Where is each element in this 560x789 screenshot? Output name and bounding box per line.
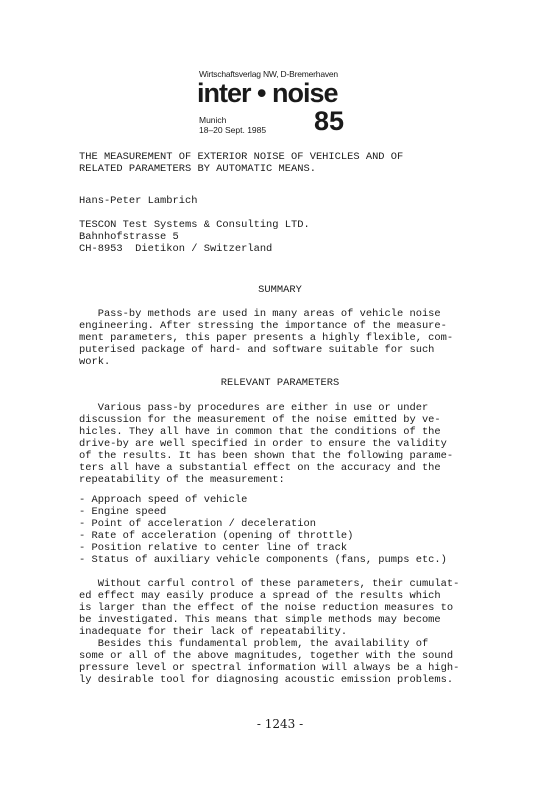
title-line: THE MEASUREMENT OF EXTERIOR NOISE OF VEHICLES AND OF bbox=[79, 151, 404, 163]
body-line: ed effect may easily produce a spread of the results which bbox=[79, 590, 441, 602]
affiliation-line: CH-8953 Dietikon / Switzerland bbox=[79, 243, 273, 255]
list-item: - Status of auxiliary vehicle components (fans, pumps etc.) bbox=[79, 554, 447, 566]
body-line: of the results. It has been shown that the following parame- bbox=[79, 450, 454, 462]
author-name: Hans-Peter Lambrich bbox=[79, 195, 198, 207]
publisher-line: Wirtschaftsverlag NW, D-Bremerhaven bbox=[199, 69, 338, 79]
body-line: Besides this fundamental problem, the availability of bbox=[79, 638, 429, 650]
conference-city: Munich bbox=[199, 115, 227, 125]
body-line: discussion for the measurement of the noise emitted by ve- bbox=[79, 414, 441, 426]
body-line: repeatability of the measurement: bbox=[79, 474, 285, 486]
body-line: pressure level or spectral information will always be a high- bbox=[79, 662, 460, 674]
body-line: ly desirable tool for diagnosing acoustic emission problems. bbox=[79, 674, 454, 686]
list-item: - Engine speed bbox=[79, 506, 167, 518]
body-line: is larger than the effect of the noise reduction measures to bbox=[79, 602, 454, 614]
affiliation-line: TESCON Test Systems & Consulting LTD. bbox=[79, 219, 310, 231]
body-line: some or all of the above magnitudes, together with the sound bbox=[79, 650, 454, 662]
summary-line: Pass-by methods are used in many areas of vehicle noise bbox=[79, 308, 441, 320]
summary-line: engineering. After stressing the importance of the measure- bbox=[79, 320, 447, 332]
body-line: inadequate for their lack of repeatability. bbox=[79, 626, 348, 638]
body-line: Various pass-by procedures are either in use or under bbox=[79, 402, 429, 414]
body-line: drive-by are well specified in order to ensure the validity bbox=[79, 438, 447, 450]
summary-heading: SUMMARY bbox=[258, 284, 302, 296]
inter-noise-logo: inter • noise bbox=[197, 78, 338, 108]
list-item: - Position relative to center line of track bbox=[79, 542, 348, 554]
summary-line: ment parameters, this paper presents a highly flexible, com- bbox=[79, 332, 454, 344]
affiliation-line: Bahnhofstrasse 5 bbox=[79, 231, 179, 243]
summary-line: work. bbox=[79, 356, 111, 368]
body-line: be investigated. This means that simple methods may become bbox=[79, 614, 441, 626]
body-line: ters all have a substantial effect on the accuracy and the bbox=[79, 462, 441, 474]
page-number: - 1243 - bbox=[256, 717, 304, 731]
conference-dates: 18–20 Sept. 1985 bbox=[199, 125, 267, 135]
list-item: - Point of acceleration / deceleration bbox=[79, 518, 316, 530]
list-item: - Approach speed of vehicle bbox=[79, 494, 248, 506]
title-line: RELATED PARAMETERS BY AUTOMATIC MEANS. bbox=[79, 163, 316, 175]
body-line: hicles. They all have in common that the conditions of the bbox=[79, 426, 441, 438]
list-item: - Rate of acceleration (opening of throttle) bbox=[79, 530, 354, 542]
body-line: Without carful control of these parameters, their cumulat- bbox=[79, 578, 460, 590]
relevant-parameters-heading: RELEVANT PARAMETERS bbox=[220, 377, 340, 389]
conference-year: 85 bbox=[314, 106, 345, 136]
summary-line: puterised package of hard- and software suitable for such bbox=[79, 344, 435, 356]
